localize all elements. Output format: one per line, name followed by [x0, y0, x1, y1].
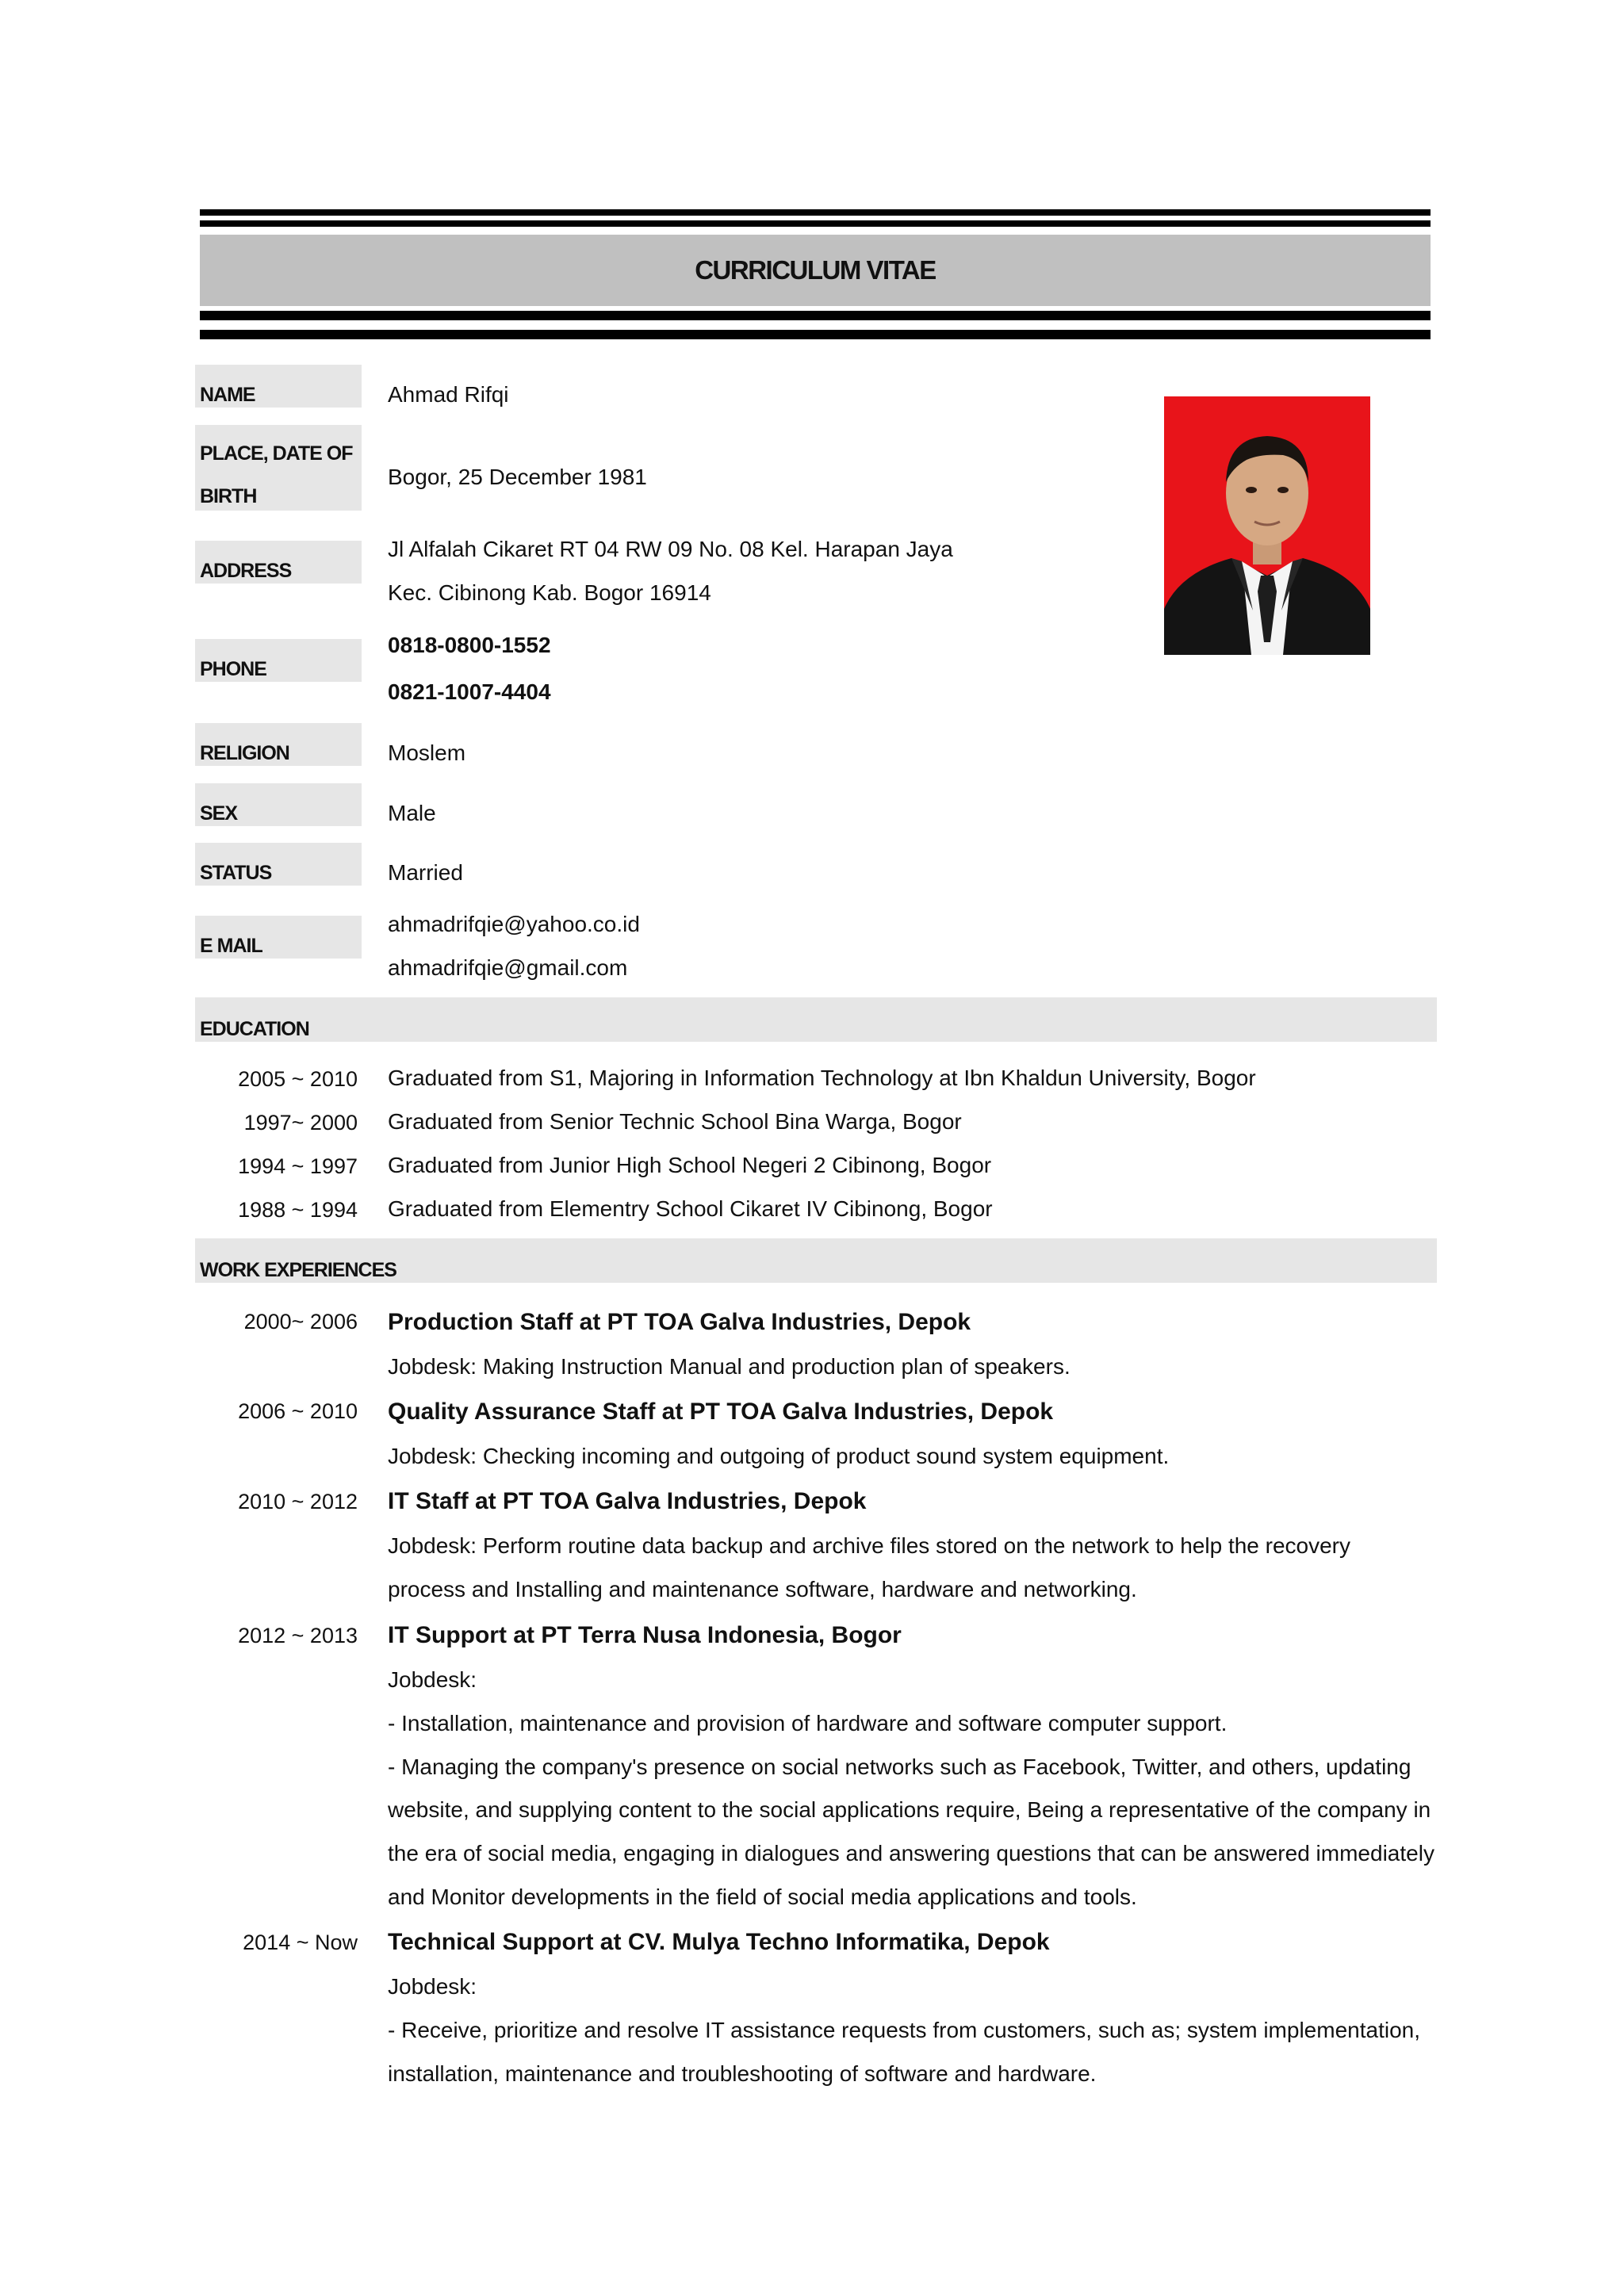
work-years: 2010 ~ 2012 [238, 1490, 358, 1513]
education-entry: Graduated from Junior High School Negeri 2 Cibinong, Bogor [388, 1153, 992, 1177]
religion-label: RELIGION [200, 742, 289, 764]
birth-label-line-1: PLACE, DATE OF [200, 442, 353, 465]
cv-header [200, 209, 1431, 341]
education-years: 2005 ~ 2010 [238, 1067, 358, 1091]
religion-value: Moslem [388, 740, 466, 765]
name-value: Ahmad Rifqi [388, 382, 509, 407]
header-band [200, 235, 1431, 306]
address-line-1: Jl Alfalah Cikaret RT 04 RW 09 No. 08 Kel. Harapan Jaya [388, 537, 953, 561]
birth-label-cell [195, 425, 362, 511]
email-value-1: ahmadrifqie@yahoo.co.id [388, 912, 640, 936]
work-heading-band [195, 1238, 1437, 1283]
work-title: IT Support at PT Terra Nusa Indonesia, Bogor [388, 1622, 902, 1648]
work-years: 2012 ~ 2013 [238, 1624, 358, 1647]
work-detail: Jobdesk: [388, 1974, 477, 1999]
work-detail: - Receive, prioritize and resolve IT assistance requests from customers, such as; system implementation, [388, 2018, 1420, 2042]
work-detail: process and Installing and maintenance software, hardware and networking. [388, 1577, 1137, 1601]
status-label: STATUS [200, 862, 272, 884]
work-title: Quality Assurance Staff at PT TOA Galva Industries, Depok [388, 1399, 1054, 1425]
address-line-2: Kec. Cibinong Kab. Bogor 16914 [388, 580, 711, 605]
phone-label: PHONE [200, 658, 266, 680]
header-rule-top-2 [200, 220, 1431, 227]
education-years: 1997~ 2000 [243, 1111, 358, 1135]
work-detail: website, and supplying content to the social applications require, Being a representative of the company in [388, 1797, 1431, 1822]
religion-label-cell [195, 723, 362, 766]
work-detail: Jobdesk: Perform routine data backup and archive files stored on the network to help the recovery [388, 1533, 1351, 1558]
work-title: Technical Support at CV. Mulya Techno Informatika, Depok [388, 1929, 1050, 1955]
work-detail: installation, maintenance and troubleshooting of software and hardware. [388, 2061, 1097, 2086]
address-label-cell [195, 541, 362, 584]
address-label: ADDRESS [200, 560, 292, 582]
work-detail: Jobdesk: [388, 1667, 477, 1692]
work-detail: - Installation, maintenance and provision of hardware and software computer support. [388, 1711, 1228, 1735]
header-rule-bottom [200, 311, 1431, 320]
work-years: 2000~ 2006 [243, 1310, 358, 1334]
phone-value-1: 0818-0800-1552 [388, 633, 551, 657]
education-years: 1988 ~ 1994 [238, 1198, 358, 1222]
work-detail: the era of social media, engaging in dialogues and answering questions that can be answered immediately [388, 1841, 1434, 1866]
email-label-cell [195, 916, 362, 959]
email-label: E MAIL [200, 935, 262, 957]
page-title: CURRICULUM VITAE [695, 255, 936, 285]
education-entry: Graduated from Senior Technic School Bina Warga, Bogor [388, 1109, 962, 1134]
profile-photo [1164, 396, 1370, 655]
status-label-cell [195, 843, 362, 886]
email-value-2: ahmadrifqie@gmail.com [388, 955, 628, 980]
work-heading: WORK EXPERIENCES [200, 1259, 396, 1281]
education-entry: Graduated from Elementry School Cikaret IV Cibinong, Bogor [388, 1196, 993, 1221]
status-value: Married [388, 860, 463, 885]
work-title: Production Staff at PT TOA Galva Industries, Depok [388, 1309, 971, 1335]
header-rule-bottom-2 [200, 330, 1431, 339]
sex-value: Male [388, 801, 436, 825]
phone-value-2: 0821-1007-4404 [388, 679, 551, 704]
education-heading: EDUCATION [200, 1018, 309, 1040]
header-rule-top [200, 209, 1431, 216]
education-years: 1994 ~ 1997 [238, 1154, 358, 1178]
education-entry: Graduated from S1, Majoring in Information Technology at Ibn Khaldun University, Bogor [388, 1066, 1256, 1090]
work-detail: and Monitor developments in the field of social media applications and tools. [388, 1885, 1137, 1909]
portrait-illustration [1164, 396, 1370, 655]
name-label: NAME [200, 384, 255, 406]
sex-label-cell [195, 783, 362, 826]
phone-label-cell [195, 639, 362, 682]
education-heading-band [195, 997, 1437, 1042]
work-years: 2006 ~ 2010 [238, 1399, 358, 1423]
sex-label: SEX [200, 802, 238, 825]
birth-value: Bogor, 25 December 1981 [388, 465, 647, 489]
work-detail: - Managing the company's presence on social networks such as Facebook, Twitter, and others, updating [388, 1755, 1411, 1779]
name-label-cell [195, 365, 362, 408]
work-detail: Jobdesk: Checking incoming and outgoing of product sound system equipment. [388, 1444, 1170, 1468]
work-years: 2014 ~ Now [243, 1931, 358, 1954]
work-title: IT Staff at PT TOA Galva Industries, Depok [388, 1488, 867, 1514]
work-detail: Jobdesk: Making Instruction Manual and production plan of speakers. [388, 1354, 1071, 1379]
birth-label-line-2: BIRTH [200, 485, 257, 507]
